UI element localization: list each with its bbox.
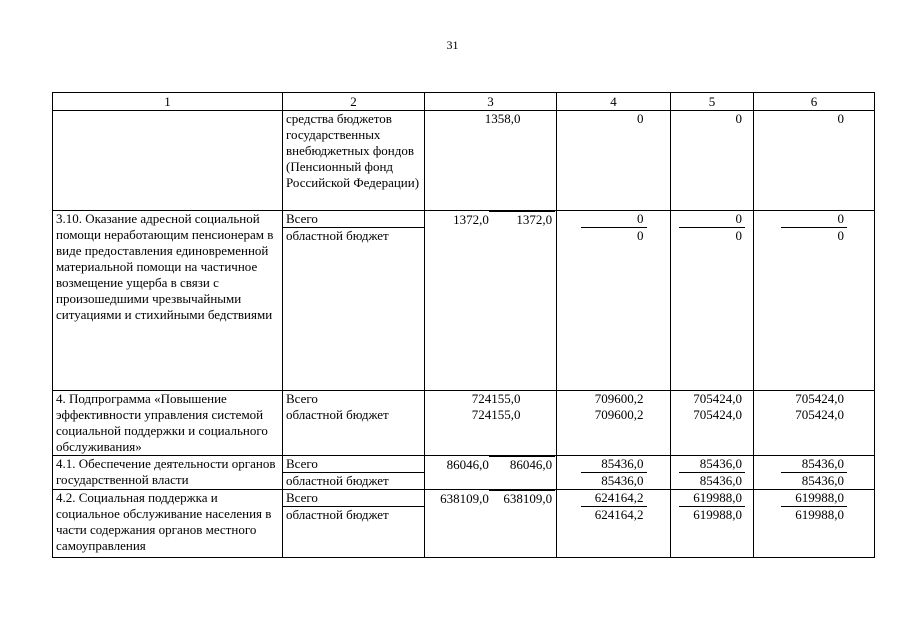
row-name-cell: 4.2. Социальная поддержка и социальное обслуживание населения в части содержания органов местного самоуправления [53, 490, 283, 558]
value: 705424,0 [693, 407, 742, 422]
value: 1358,0 [484, 111, 521, 126]
value: 85436,0 [581, 472, 647, 489]
value-cell [671, 391, 754, 456]
value: 705424,0 [795, 391, 844, 406]
funding-source-cell: средства бюджетов государственных внебюджетных фондов (Пенсионный фонд Российской Федерации) [283, 111, 425, 211]
table-row [53, 211, 875, 391]
value: 705424,0 [795, 407, 844, 422]
value: 619988,0 [679, 506, 745, 523]
row-name-cell: 4. Подпрограмма «Повышение эффективности управления системой социальной поддержки и социального обслуживания» [53, 391, 283, 456]
value: 638109,0 [440, 491, 489, 506]
funding-source-cell [283, 391, 425, 456]
funding-source-cell [283, 456, 425, 490]
value: 624164,2 [594, 490, 644, 505]
value: 1372,0 [489, 211, 555, 228]
column-header: 1 [53, 93, 283, 111]
row-name-cell [53, 111, 283, 211]
source-total: Всего [286, 391, 318, 406]
source-regional-budget: областной бюджет [283, 472, 424, 489]
table-row [53, 111, 875, 211]
source-regional-budget: областной бюджет [283, 506, 424, 523]
value: 619988,0 [795, 490, 844, 505]
value-cell [671, 111, 754, 211]
source-total: Всего [286, 490, 318, 505]
value: 724155,0 [471, 391, 521, 406]
value-cell [754, 111, 875, 211]
value: 0 [637, 211, 644, 226]
value: 724155,0 [471, 407, 521, 422]
value-cell [425, 111, 557, 211]
source-regional-budget: областной бюджет [283, 227, 424, 244]
source-total: Всего [286, 456, 318, 471]
row-name-cell: 4.1. Обеспечение деятельности органов государственной власти [53, 456, 283, 490]
row-name-cell: 3.10. Оказание адресной социальной помощи неработающим пенсионерам в виде предоставления единовременной материальной помощи на частичное возмещение ущерба в связи с произошедшими чрезвычайными ситуациями и стихийными бедствиями [53, 211, 283, 391]
value: 709600,2 [594, 407, 644, 422]
value-cell [754, 211, 875, 391]
value-cell [557, 490, 671, 558]
column-header: 2 [283, 93, 425, 111]
funding-source-cell [283, 211, 425, 391]
value-cell [557, 391, 671, 456]
funding-source-cell [283, 490, 425, 558]
value-cell [671, 456, 754, 490]
value-cell [754, 391, 875, 456]
value: 0 [735, 111, 742, 126]
value-cell [425, 211, 557, 391]
column-header: 3 [425, 93, 557, 111]
source-total: Всего [286, 211, 318, 226]
column-header: 4 [557, 93, 671, 111]
value-cell [425, 456, 557, 490]
value: 619988,0 [781, 506, 847, 523]
value: 0 [781, 227, 847, 244]
value-cell [425, 490, 557, 558]
value: 0 [637, 111, 644, 126]
value: 0 [837, 111, 844, 126]
value-cell [671, 490, 754, 558]
value: 0 [735, 211, 742, 226]
value-cell [671, 211, 754, 391]
column-header: 5 [671, 93, 754, 111]
value-cell [425, 391, 557, 456]
budget-table [52, 92, 875, 558]
table-header-row [53, 93, 875, 111]
value-cell [557, 111, 671, 211]
value: 85436,0 [801, 456, 844, 471]
value: 0 [837, 211, 844, 226]
page-number: 31 [446, 38, 459, 52]
value: 624164,2 [581, 506, 647, 523]
value-cell [754, 490, 875, 558]
value: 619988,0 [693, 490, 742, 505]
column-header: 6 [754, 93, 875, 111]
value: 85436,0 [601, 456, 644, 471]
value-cell [557, 211, 671, 391]
value: 709600,2 [594, 391, 644, 406]
value: 85436,0 [781, 472, 847, 489]
value-cell [557, 456, 671, 490]
value-cell [754, 456, 875, 490]
value: 85436,0 [699, 456, 742, 471]
source-regional-budget: областной бюджет [286, 407, 389, 422]
value: 0 [679, 227, 745, 244]
value: 638109,0 [489, 490, 555, 507]
value: 86046,0 [446, 457, 489, 472]
table-row [53, 391, 875, 456]
table-row [53, 490, 875, 558]
value: 0 [581, 227, 647, 244]
table-row [53, 456, 875, 490]
value: 86046,0 [489, 456, 555, 473]
value: 705424,0 [693, 391, 742, 406]
value: 85436,0 [679, 472, 745, 489]
value: 1372,0 [453, 212, 489, 227]
